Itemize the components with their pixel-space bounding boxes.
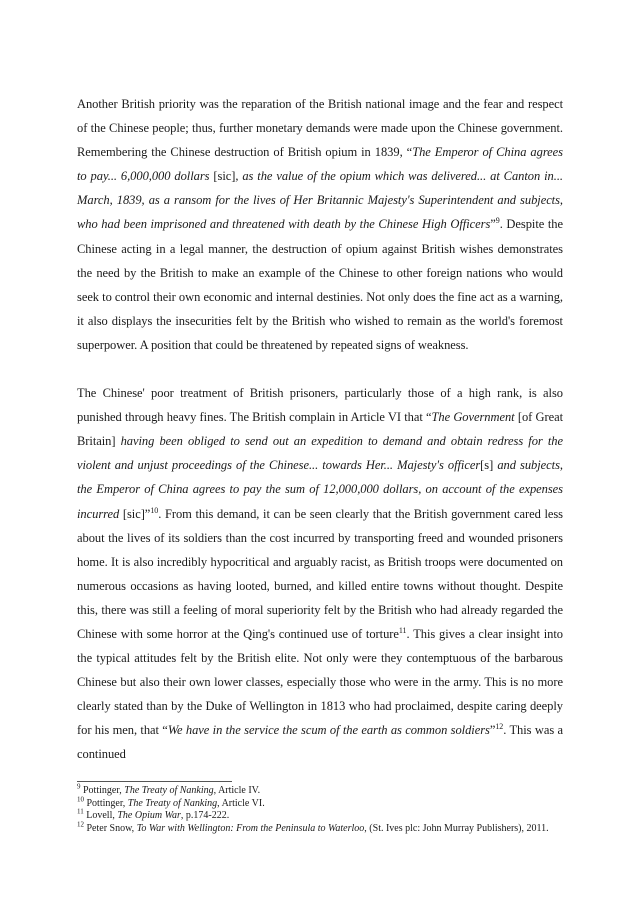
footnotes [77, 782, 563, 835]
footnote-title: To War with Wellington: From the Peninsula to Waterloo [136, 822, 365, 834]
italic-quote: and subjects, the Emperor of China agrees to pay the sum of 12,000,000 dollars, on account of the expenses incurred [77, 458, 563, 521]
text-run: . This gives a clear insight into the typical attitudes felt by the British elite. Not only were they contemptuous of the barbarous Chinese but also their own lower classes, especially those who were in the army. This is no more clearly stated than by the Duke of Wellington in 1813 who had proclaimed, despite caring deeply for his men, that “ [77, 626, 563, 738]
text-run: . This was a continued [77, 723, 564, 762]
footnote-12 [77, 820, 563, 836]
text-run: . From this demand, it can be seen clearly that the British government cared less about the lives of its soldiers than the cost incurred by transporting freed and wounded prisoners home. It is also incredibly hypocritical and arguably racist, as British troops were documented on numerous occasions as having looted, burned, and killed entire towns without thought. Despite this, there was still a feeling of moral superiority felt by the British who had already regarded the Chinese with some horror at the Qing's continued use of torture [77, 506, 563, 641]
footnote-ref-11[interactable]: 11 [398, 625, 407, 635]
italic-quote: The Emperor of China agrees to pay... 6,000,000 dollars [77, 145, 563, 184]
text-run: ” [489, 723, 496, 738]
footnote-ref-12[interactable]: 12 [495, 722, 504, 732]
paragraph-2 [77, 381, 563, 767]
footnote-11 [77, 807, 563, 823]
footnote-title: The Treaty of Nanking [124, 785, 214, 796]
footnote-number: 9 [77, 782, 81, 791]
text-run: Another British priority was the reparation of the British national image and the fear and respect of the Chinese people; thus, further monetary demands were made upon the Chinese government. Remembering the Chinese destruction of British opium in 1839, “ [77, 97, 563, 160]
text-run: [sic]” [119, 506, 151, 521]
footnote-title: The Treaty of Nanking [127, 797, 218, 809]
italic-quote: We have in the service the scum of the earth as common soldiers [167, 723, 490, 738]
body-text [77, 92, 563, 767]
italic-quote: , as the value of the opium which was delivered... at Canton in... March, 1839, as a ransom for the lives of Her Britannic Majesty's Superintendent and subjects, who had been imprisoned and threatened with death by the Chinese High Officers [77, 169, 563, 232]
footnote-number: 12 [77, 820, 84, 829]
footnote-number: 10 [77, 795, 84, 804]
footnote-text: , (St. Ives plc: John Murray Publishers), 2011. [364, 822, 549, 834]
footnote-text: Peter Snow, [84, 822, 137, 834]
paragraph-1 [77, 92, 563, 357]
italic-quote: The Government [431, 410, 515, 425]
text-run: [sic] [209, 169, 236, 184]
footnote-title: The Opium War [117, 810, 181, 822]
footnote-9 [77, 782, 563, 798]
text-run: The Chinese' poor treatment of British prisoners, particularly those of a high rank, is also punished through heavy fines. The British complain in Article VI that “ [77, 386, 563, 425]
footnote-10 [77, 795, 563, 811]
footnote-ref-10[interactable]: 10 [150, 505, 159, 515]
footnote-text: Lovell, [83, 810, 118, 822]
footnote-divider [77, 781, 232, 782]
footnote-text: Pottinger, [84, 797, 128, 809]
footnote-text: , p.174-222. [180, 810, 230, 822]
italic-quote: having been obliged to send out an expedition to demand and obtain redress for the violent and unjust proceedings of the Chinese... towards Her... Majesty's officer [77, 434, 563, 473]
footnote-text: , Article IV. [213, 785, 261, 796]
footnote-number: 11 [77, 807, 84, 816]
footnote-text: Pottinger, [80, 785, 125, 796]
text-run: [s] [480, 458, 498, 473]
text-run: [of Great Britain] [77, 410, 563, 449]
text-run: ” [490, 217, 496, 232]
footnote-ref-9[interactable]: 9 [495, 216, 500, 226]
text-run: . Despite the Chinese acting in a legal manner, the destruction of opium against British wishes demonstrates the need by the British to make an example of the Chinese to other foreign nations who would seek to control their own economic and internal destinies. Not only does the fine act as a warning, it also displays the insecurities felt by the British who wished to remain as the world's foremost superpower. A position that could be threatened by repeated signs of weakness. [77, 217, 563, 352]
footnote-text: , Article VI. [217, 797, 265, 809]
